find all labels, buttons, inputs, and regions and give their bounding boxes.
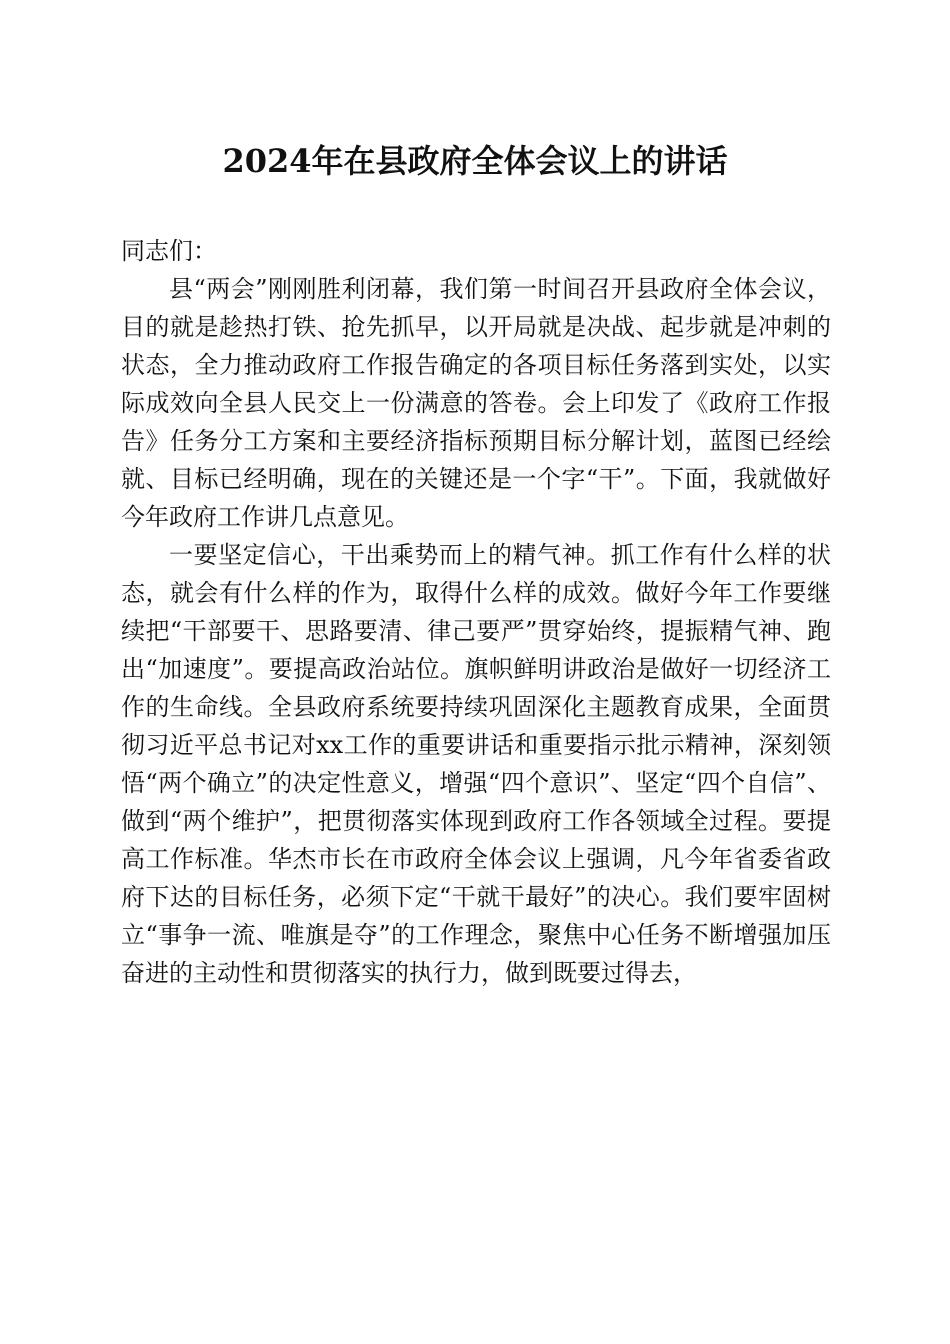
document-title: 2024年在县政府全体会议上的讲话 [222,142,728,180]
paragraph-opening: 县“两会”刚刚胜利闭幕，我们第一时间召开县政府全体会议，目的就是趁热打铁、抢先抓早，以开局就是决战、起步就是冲刺的状态，全力推动政府工作报告确定的各项目标任务落到实处，以实际成效向全县人民交上一份满意的答卷。会上印发了《政府工作报告》任务分工方案和主要经济指标预期目标分解计划，蓝图已经绘就、目标已经明确，现在的关键还是一个字“干”。下面，我就做好今年政府工作讲几点意见。 [121,275,831,531]
paragraph-point-one: 一要坚定信心，干出乘势而上的精气神。抓工作有什么样的状态，就会有什么样的作为，取得什么样的成效。做好今年工作要继续把“干部要干、思路要清、律己要严”贯穿始终，提振精气神、跑出“加速度”。要提高政治站位。旗帜鲜明讲政治是做好一切经济工作的生命线。全县政府系统要持续巩固深化主题教育成果，全面贯彻习近平总书记对xx工作的重要讲话和重要指示批示精神，深刻领悟“两个确立”的决定性意义，增强“四个意识”、坚定“四个自信”、做到“两个维护”，把贯彻落实体现到政府工作各领域全过程。要提高工作标准。华杰市长在市政府全体会议上强调，凡今年省委省政府下达的目标任务，必须下定“干就干最好”的决心。我们要牢固树立“事争一流、唯旗是夺”的工作理念，聚焦中心任务不断增强加压奋进的主动性和贯彻落实的执行力，做到既要过得去， [121,541,831,987]
salutation: 同志们： [121,237,217,265]
document-body [121,232,831,992]
